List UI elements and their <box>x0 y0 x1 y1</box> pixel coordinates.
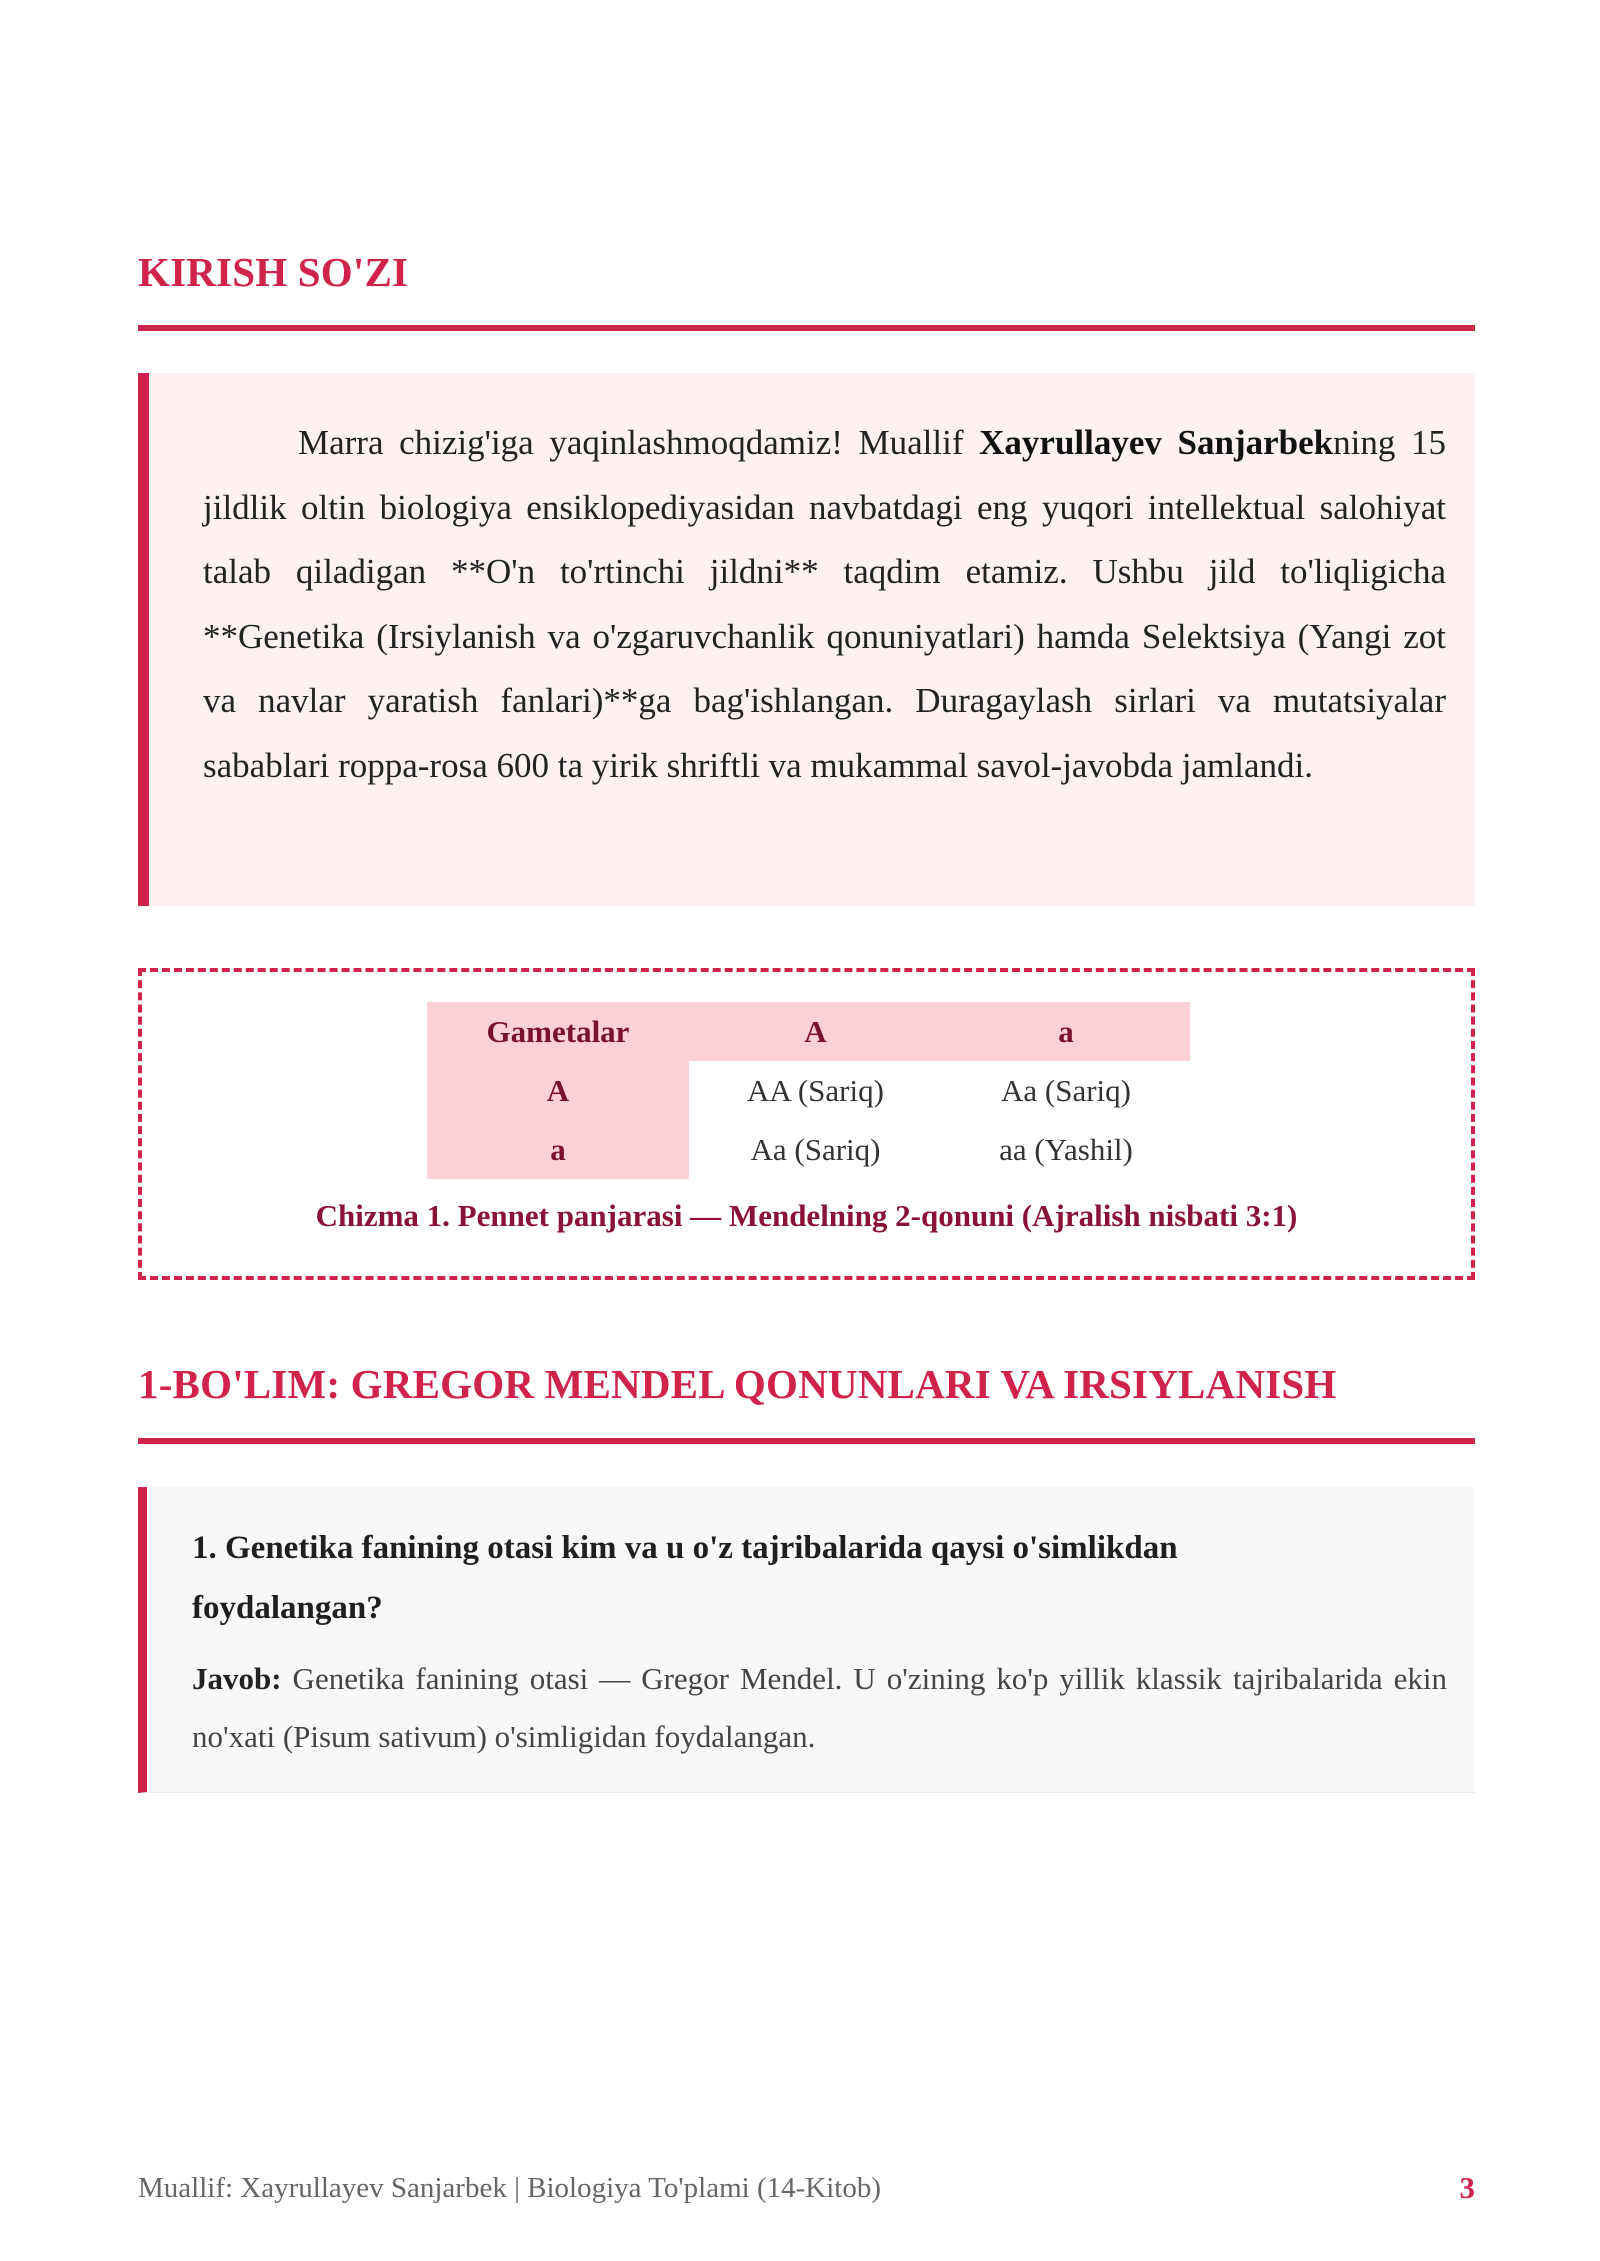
figure-box <box>138 968 1475 1280</box>
author-name: Xayrullayev Sanjarbek <box>979 423 1334 462</box>
intro-heading-rule <box>138 325 1475 331</box>
table-cell: aa (Yashil) <box>999 1131 1133 1167</box>
footer-text: Muallif: Xayrullayev Sanjarbek | Biologiya To'plami (14-Kitob) <box>138 2172 881 2204</box>
table-header-cell: A <box>689 1002 942 1061</box>
answer-label: Javob: <box>192 1661 282 1696</box>
intro-heading: KIRISH SO'ZI <box>138 249 409 295</box>
table-row-header-cell: a <box>427 1120 689 1179</box>
qa-box <box>138 1487 1475 1793</box>
intro-text-start: Marra chizig'iga yaqinlashmoqdamiz! Muallif <box>298 423 980 462</box>
answer-text: Genetika fanining otasi — Gregor Mendel. U o'zining ko'p yillik klassik tajribalarida ekin no'xati (Pisum sativum) o'simligidan foydalangan. <box>192 1661 1447 1754</box>
intro-paragraph <box>203 411 1446 798</box>
table-header-cell: a <box>942 1002 1190 1061</box>
section-heading: 1-BO'LIM: GREGOR MENDEL QONUNLARI VA IRSIYLANISH <box>138 1361 1337 1407</box>
page-number: 3 <box>1459 2170 1475 2205</box>
table-cell: Aa (Sariq) <box>1001 1072 1131 1108</box>
table-cell: AA (Sariq) <box>747 1072 884 1108</box>
section-heading-rule <box>138 1438 1475 1444</box>
table-row <box>427 1061 1190 1120</box>
punnett-square-table <box>427 1002 1190 1179</box>
question-text: 1. Genetika fanining otasi kim va u o'z tajribalarida qaysi o'simlikdan foydalangan? <box>192 1530 1178 1626</box>
table-header-row <box>427 1002 1190 1061</box>
table-cell: Aa (Sariq) <box>750 1131 881 1167</box>
table-row <box>427 1120 1190 1179</box>
intro-box <box>138 373 1475 906</box>
figure-caption: Chizma 1. Pennet panjarasi — Mendelning 2-qonuni (Ajralish nisbati 3:1) <box>315 1198 1298 1233</box>
answer-paragraph <box>192 1650 1447 1766</box>
table-header-cell: Gametalar <box>427 1002 689 1061</box>
intro-text-rest: ning 15 jildlik oltin biologiya ensiklopediyasidan navbatdagi eng yuqori intellektual salohiyat talab qiladigan **O'n to'rtinchi jildni** taqdim etamiz. Ushbu jild to'liqligicha **Genetika (Irsiylanish va o'zgaruvchanlik qonuniyatlari) hamda Selektsiya (Yangi zot va navlar yaratish fanlari)**ga bag'ishlangan. Duragaylash sirlari va mutatsiyalar sabablari roppa-rosa 600 ta yirik shriftli va mukammal savol-javobda jamlandi. <box>203 423 1446 785</box>
table-row-header-cell: A <box>427 1061 689 1120</box>
